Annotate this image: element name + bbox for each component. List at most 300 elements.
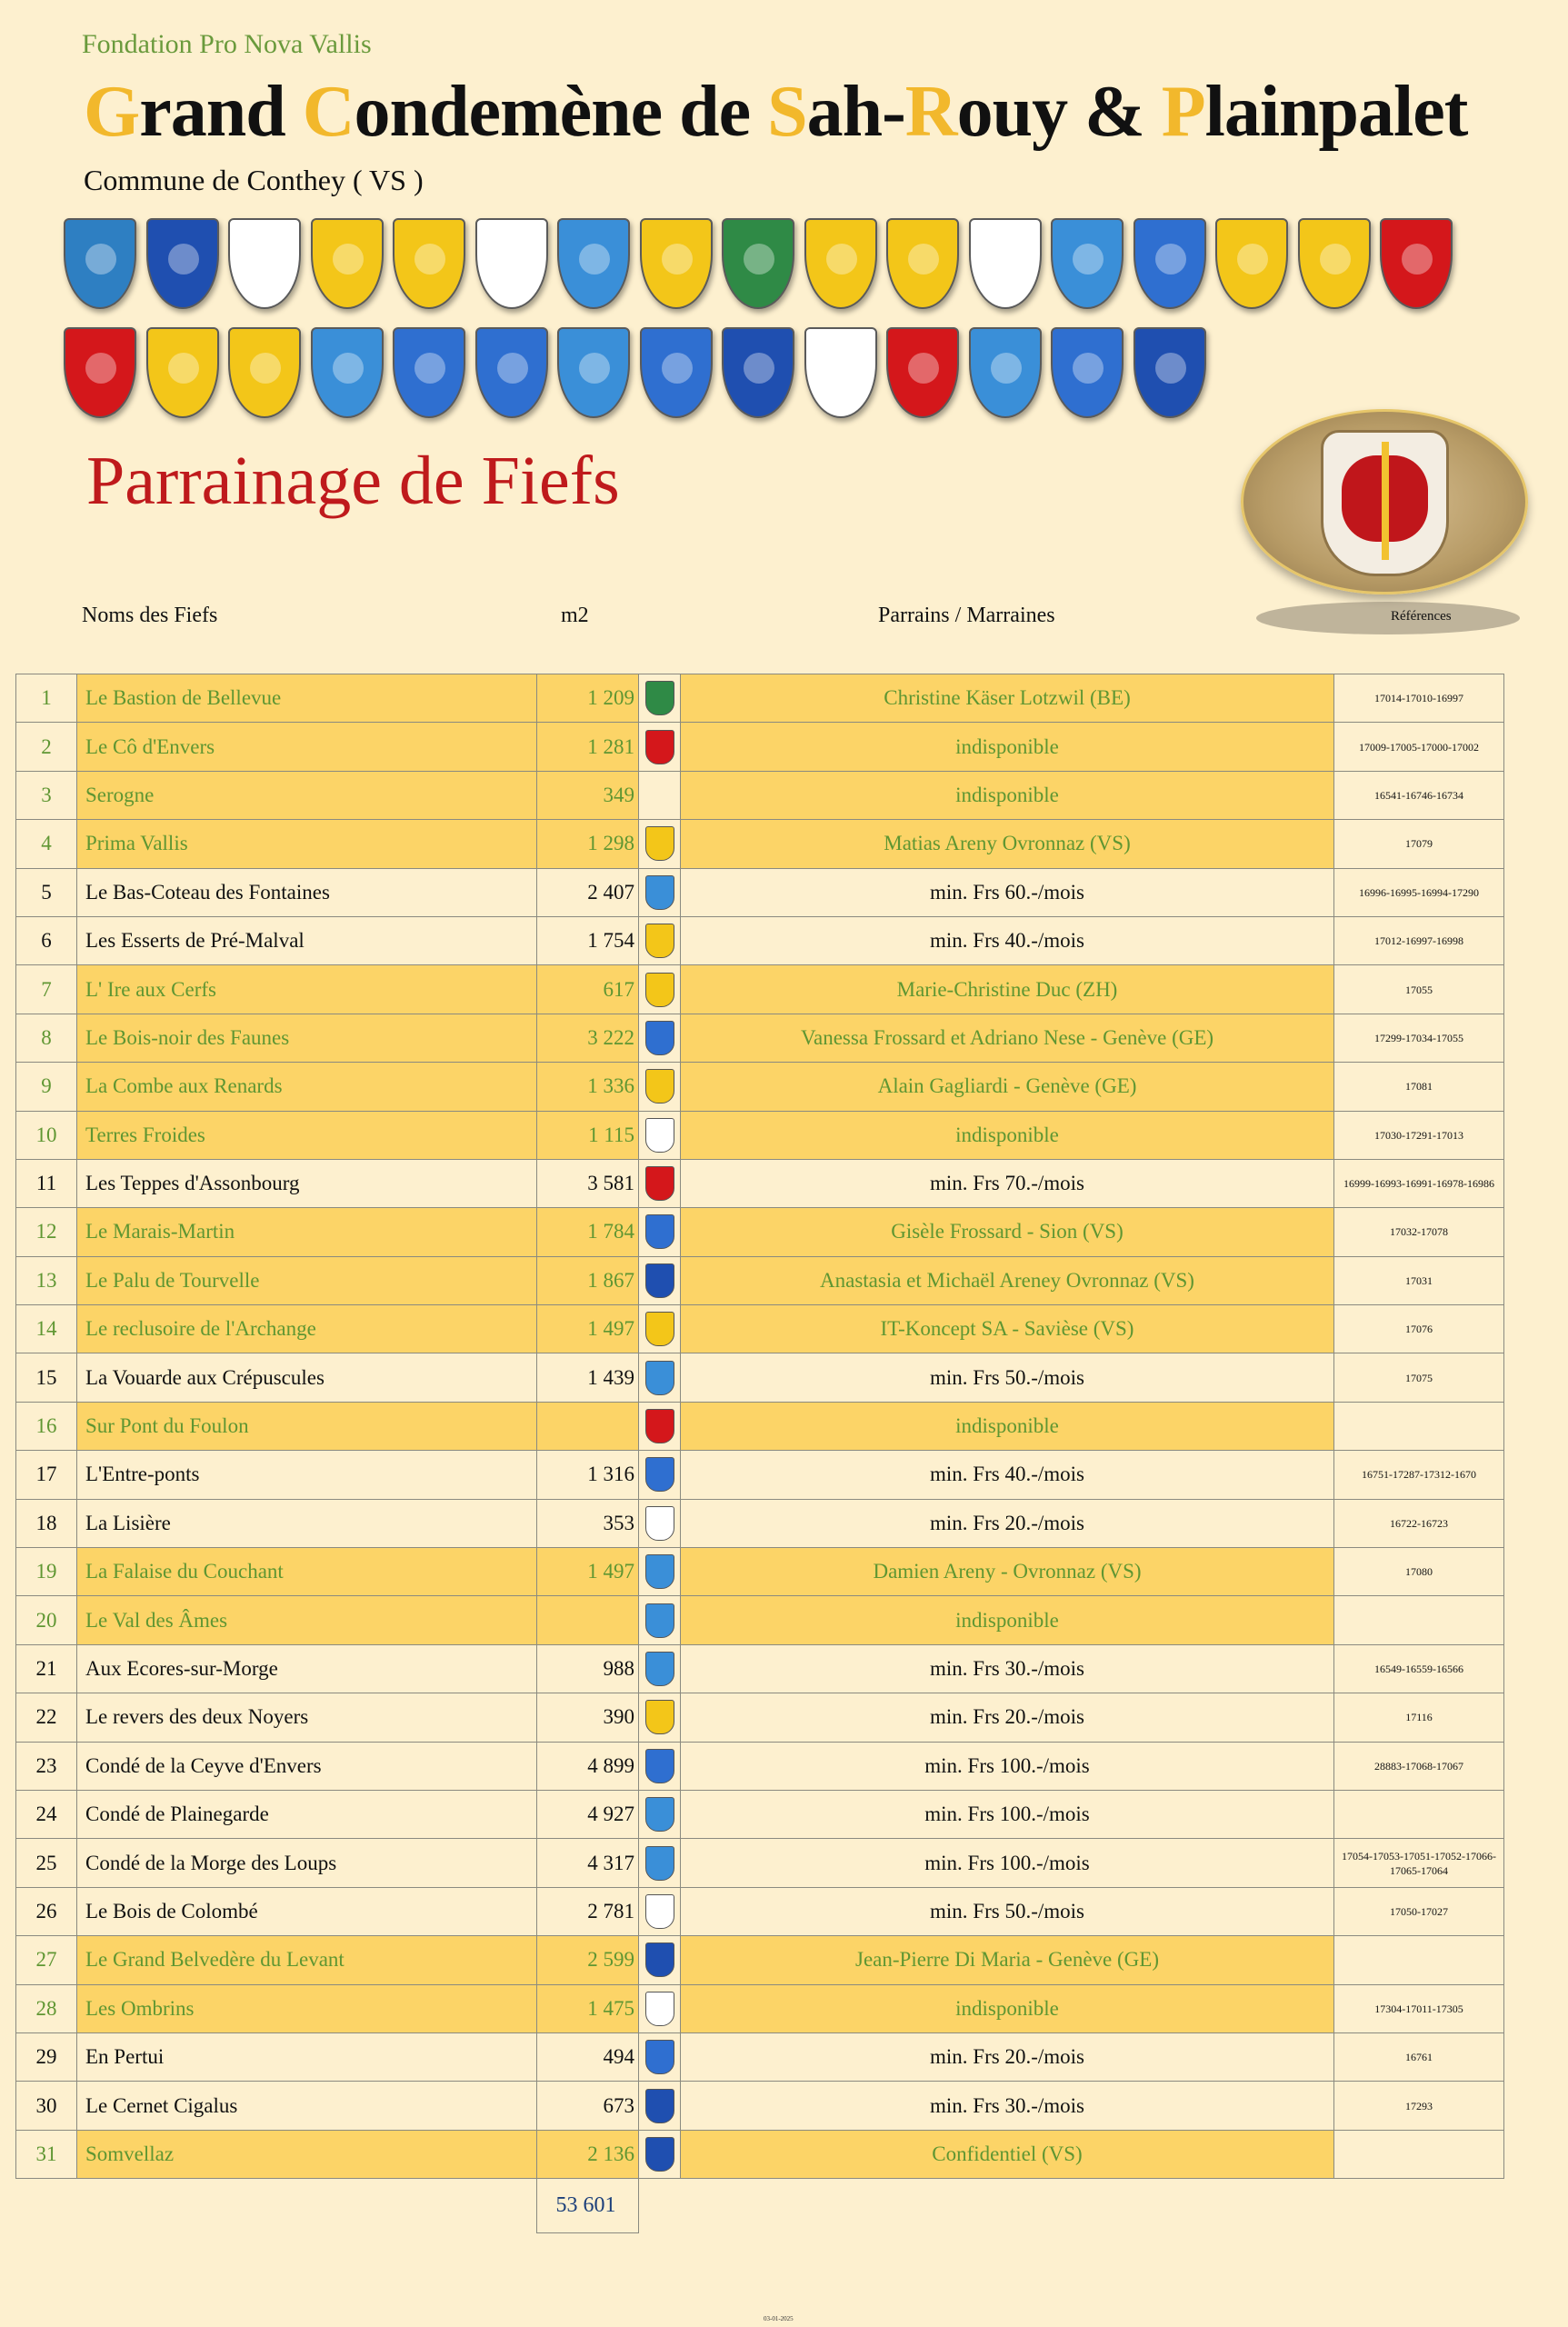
fief-area: 1 754: [537, 916, 639, 964]
fief-shield-cell: [639, 2082, 681, 2130]
fief-name: La Combe aux Renards: [77, 1063, 537, 1111]
fief-name: Condé de la Ceyve d'Envers: [77, 1742, 537, 1790]
fief-shield-cell: [639, 1256, 681, 1304]
fief-name: Le Grand Belvedère du Levant: [77, 1936, 537, 1984]
row-number: 25: [16, 1839, 77, 1887]
references: [1334, 2130, 1504, 2178]
row-number: 7: [16, 965, 77, 1014]
fief-shield-icon: [645, 1214, 674, 1249]
section-title: Parrainage de Fiefs: [86, 443, 620, 519]
fief-shield-icon: [645, 875, 674, 910]
fief-area: 2 136: [537, 2130, 639, 2178]
sponsor: Jean-Pierre Di Maria - Genève (GE): [681, 1936, 1334, 1984]
sponsor: min. Frs 100.-/mois: [681, 1790, 1334, 1838]
fief-name: Le Val des Âmes: [77, 1596, 537, 1644]
column-header-references: Références: [1391, 609, 1452, 624]
title-capital: S: [767, 72, 807, 152]
sponsor: indisponible: [681, 1984, 1334, 2032]
fief-shield-cell: [639, 1402, 681, 1450]
row-number: 18: [16, 1499, 77, 1547]
sponsor: Marie-Christine Duc (ZH): [681, 965, 1334, 1014]
sponsor: min. Frs 100.-/mois: [681, 1742, 1334, 1790]
title-text: ah-: [806, 72, 905, 152]
commune-subtitle: Commune de Conthey ( VS ): [84, 164, 424, 196]
table-row: [16, 674, 1504, 723]
shield-icon: [64, 327, 136, 418]
fief-shield-cell: [639, 723, 681, 771]
sponsor: min. Frs 30.-/mois: [681, 2082, 1334, 2130]
references: 17075: [1334, 1353, 1504, 1402]
shield-icon: [722, 327, 794, 418]
sponsor: indisponible: [681, 1596, 1334, 1644]
row-number: 16: [16, 1402, 77, 1450]
sponsor: min. Frs 70.-/mois: [681, 1159, 1334, 1207]
column-header-name: Noms des Fiefs: [82, 604, 218, 627]
sponsor: indisponible: [681, 1111, 1334, 1159]
row-number: 13: [16, 1256, 77, 1304]
shield-icon: [311, 327, 384, 418]
fief-shield-icon: [645, 1166, 674, 1201]
fief-shield-icon: [645, 1797, 674, 1832]
fief-shield-icon: [645, 1894, 674, 1929]
table-row: [16, 1887, 1504, 1935]
row-number: 10: [16, 1111, 77, 1159]
table-row: [16, 820, 1504, 868]
page-title: [84, 71, 1467, 154]
sponsor: min. Frs 50.-/mois: [681, 1887, 1334, 1935]
sponsor: min. Frs 100.-/mois: [681, 1839, 1334, 1887]
fief-shield-cell: [639, 1353, 681, 1402]
references: 17080: [1334, 1548, 1504, 1596]
fief-name: Les Teppes d'Assonbourg: [77, 1159, 537, 1207]
fief-shield-cell: [639, 1887, 681, 1935]
table-row: [16, 1451, 1504, 1499]
fief-area: 1 115: [537, 1111, 639, 1159]
shield-icon: [311, 218, 384, 309]
fief-area: [537, 1402, 639, 1450]
fief-area: 353: [537, 1499, 639, 1547]
shield-icon: [64, 218, 136, 309]
fief-area: 673: [537, 2082, 639, 2130]
fief-shield-cell: [639, 1742, 681, 1790]
references: 17304-17011-17305: [1334, 1984, 1504, 2032]
fief-shield-icon: [645, 681, 674, 715]
fief-shield-cell: [639, 1984, 681, 2032]
sponsor: Matias Areny Ovronnaz (VS): [681, 820, 1334, 868]
shield-icon: [640, 218, 713, 309]
row-number: 24: [16, 1790, 77, 1838]
table-row: [16, 1305, 1504, 1353]
table-row: [16, 1111, 1504, 1159]
references: 16996-16995-16994-17290: [1334, 868, 1504, 916]
fief-shield-cell: [639, 1451, 681, 1499]
fief-shield-icon: [645, 1118, 674, 1153]
fief-name: Le Marais-Martin: [77, 1208, 537, 1256]
sponsor: indisponible: [681, 723, 1334, 771]
fief-area: 1 281: [537, 723, 639, 771]
fief-area: 4 927: [537, 1790, 639, 1838]
row-number: 26: [16, 1887, 77, 1935]
fief-shield-cell: [639, 1596, 681, 1644]
fief-shield-cell: [639, 1790, 681, 1838]
fief-area: 1 298: [537, 820, 639, 868]
shield-icon: [969, 327, 1042, 418]
fief-shield-icon: [645, 973, 674, 1007]
shield-icon: [1051, 327, 1124, 418]
shield-icon: [1298, 218, 1371, 309]
table-row: [16, 965, 1504, 1014]
sponsor: min. Frs 40.-/mois: [681, 916, 1334, 964]
fief-area: 2 781: [537, 1887, 639, 1935]
shield-icon: [1134, 218, 1206, 309]
row-number: 31: [16, 2130, 77, 2178]
fief-area: 1 784: [537, 1208, 639, 1256]
fief-name: Le Cô d'Envers: [77, 723, 537, 771]
references: [1334, 1402, 1504, 1450]
fief-shield-cell: [639, 771, 681, 819]
shield-icon: [1134, 327, 1206, 418]
fief-shield-icon: [645, 1749, 674, 1783]
table-row: [16, 1644, 1504, 1693]
references: 16751-17287-17312-1670: [1334, 1451, 1504, 1499]
title-capital: R: [904, 72, 957, 152]
row-number: 22: [16, 1693, 77, 1742]
references: 16999-16993-16991-16978-16986: [1334, 1159, 1504, 1207]
references-header-oval: [1256, 602, 1520, 634]
sponsor: indisponible: [681, 771, 1334, 819]
fief-shield-icon: [645, 2137, 674, 2172]
references: 17014-17010-16997: [1334, 674, 1504, 723]
total-row: [16, 2179, 1504, 2233]
fief-name: Le Bois de Colombé: [77, 1887, 537, 1935]
references: 17079: [1334, 820, 1504, 868]
fief-shield-icon: [645, 2089, 674, 2123]
title-text: rand: [139, 72, 303, 152]
references: 17009-17005-17000-17002: [1334, 723, 1504, 771]
fief-area: 1 497: [537, 1305, 639, 1353]
references: 17081: [1334, 1063, 1504, 1111]
fief-shield-icon: [645, 1652, 674, 1686]
references: 17032-17078: [1334, 1208, 1504, 1256]
sponsor: min. Frs 60.-/mois: [681, 868, 1334, 916]
row-number: 19: [16, 1548, 77, 1596]
references: 28883-17068-17067: [1334, 1742, 1504, 1790]
fief-shield-icon: [645, 1942, 674, 1977]
references: 17054-17053-17051-17052-17066-17065-17064: [1334, 1839, 1504, 1887]
sponsor: Gisèle Frossard - Sion (VS): [681, 1208, 1334, 1256]
fief-shield-cell: [639, 1208, 681, 1256]
fief-shield-icon: [645, 1846, 674, 1881]
fief-area: 4 899: [537, 1742, 639, 1790]
table-row: [16, 1256, 1504, 1304]
row-number: 15: [16, 1353, 77, 1402]
fief-name: Le Bas-Coteau des Fontaines: [77, 868, 537, 916]
fief-area: 1 439: [537, 1353, 639, 1402]
row-number: 4: [16, 820, 77, 868]
coat-of-arms-row-2: [64, 327, 1518, 418]
fief-area: 1 497: [537, 1548, 639, 1596]
fief-name: En Pertui: [77, 2032, 537, 2081]
title-text: ondemène de: [354, 72, 768, 152]
fief-shield-icon: [645, 1700, 674, 1734]
table-row: [16, 868, 1504, 916]
table-row: [16, 1063, 1504, 1111]
shield-icon: [1380, 218, 1453, 309]
fief-shield-cell: [639, 1159, 681, 1207]
references: [1334, 1936, 1504, 1984]
table-row: [16, 1742, 1504, 1790]
fief-shield-icon: [645, 1506, 674, 1541]
references: 17299-17034-17055: [1334, 1014, 1504, 1062]
total-area: 53 601: [537, 2179, 639, 2233]
fief-name: Les Ombrins: [77, 1984, 537, 2032]
fief-shield-cell: [639, 916, 681, 964]
row-number: 2: [16, 723, 77, 771]
fief-name: Le Bastion de Bellevue: [77, 674, 537, 723]
shield-icon: [1215, 218, 1288, 309]
references: 17293: [1334, 2082, 1504, 2130]
fief-name: Le reclusoire de l'Archange: [77, 1305, 537, 1353]
sponsor: Damien Areny - Ovronnaz (VS): [681, 1548, 1334, 1596]
table-row: [16, 1353, 1504, 1402]
row-number: 17: [16, 1451, 77, 1499]
table-row: [16, 2032, 1504, 2081]
references: 17116: [1334, 1693, 1504, 1742]
row-number: 29: [16, 2032, 77, 2081]
references: 17031: [1334, 1256, 1504, 1304]
row-number: 1: [16, 674, 77, 723]
sponsor: Christine Käser Lotzwil (BE): [681, 674, 1334, 723]
shield-icon: [557, 327, 630, 418]
coat-of-arms-row-1: [64, 218, 1518, 309]
fief-name: Les Esserts de Pré-Malval: [77, 916, 537, 964]
row-number: 14: [16, 1305, 77, 1353]
row-number: 9: [16, 1063, 77, 1111]
sponsor: min. Frs 20.-/mois: [681, 2032, 1334, 2081]
shield-icon: [557, 218, 630, 309]
table-row: [16, 916, 1504, 964]
main-coat-of-arms-emblem: [1241, 409, 1528, 594]
fief-shield-cell: [639, 965, 681, 1014]
footer-date: 03-01-2025: [764, 2315, 794, 2322]
fief-name: La Falaise du Couchant: [77, 1548, 537, 1596]
fief-name: L'Entre-ponts: [77, 1451, 537, 1499]
fief-shield-icon: [645, 1312, 674, 1346]
table-row: [16, 1596, 1504, 1644]
fief-name: Le Bois-noir des Faunes: [77, 1014, 537, 1062]
fief-name: La Vouarde aux Crépuscules: [77, 1353, 537, 1402]
fief-shield-icon: [645, 1021, 674, 1055]
table-row: [16, 1548, 1504, 1596]
title-capital: C: [302, 72, 355, 152]
title-text: lainpalet: [1204, 72, 1468, 152]
sponsor: IT-Koncept SA - Savièse (VS): [681, 1305, 1334, 1353]
fief-shield-cell: [639, 1693, 681, 1742]
shield-icon: [393, 218, 465, 309]
references: [1334, 1596, 1504, 1644]
shield-icon: [146, 327, 219, 418]
row-number: 21: [16, 1644, 77, 1693]
column-header-sponsor: Parrains / Marraines: [878, 604, 1055, 627]
fief-name: Terres Froides: [77, 1111, 537, 1159]
sponsor: min. Frs 40.-/mois: [681, 1451, 1334, 1499]
fief-area: 1 316: [537, 1451, 639, 1499]
fief-shield-icon: [645, 2040, 674, 2074]
fief-shield-icon: [645, 730, 674, 764]
fief-area: 4 317: [537, 1839, 639, 1887]
fief-area: 1 336: [537, 1063, 639, 1111]
table-row: [16, 1208, 1504, 1256]
fief-shield-cell: [639, 674, 681, 723]
references: 16549-16559-16566: [1334, 1644, 1504, 1693]
fief-shield-cell: [639, 1014, 681, 1062]
fief-shield-icon: [645, 1263, 674, 1298]
fief-shield-cell: [639, 1548, 681, 1596]
shield-icon: [969, 218, 1042, 309]
fief-name: Serogne: [77, 771, 537, 819]
shield-icon: [804, 218, 877, 309]
fief-shield-cell: [639, 1111, 681, 1159]
shield-icon: [228, 327, 301, 418]
fief-area: 3 581: [537, 1159, 639, 1207]
fief-area: 617: [537, 965, 639, 1014]
shield-icon: [475, 327, 548, 418]
row-number: 27: [16, 1936, 77, 1984]
table-row: [16, 1984, 1504, 2032]
references: 17055: [1334, 965, 1504, 1014]
fief-shield-cell: [639, 820, 681, 868]
fief-shield-cell: [639, 1305, 681, 1353]
fief-shield-icon: [645, 1603, 674, 1638]
fief-shield-cell: [639, 1499, 681, 1547]
fief-shield-icon: [645, 1361, 674, 1395]
references: 17030-17291-17013: [1334, 1111, 1504, 1159]
references: [1334, 1790, 1504, 1838]
fief-name: L' Ire aux Cerfs: [77, 965, 537, 1014]
fief-name: La Lisière: [77, 1499, 537, 1547]
fief-name: Le revers des deux Noyers: [77, 1693, 537, 1742]
column-header-m2: m2: [561, 604, 589, 627]
fief-shield-cell: [639, 1936, 681, 1984]
sponsor: min. Frs 50.-/mois: [681, 1353, 1334, 1402]
row-number: 20: [16, 1596, 77, 1644]
fief-area: 2 407: [537, 868, 639, 916]
table-row: [16, 1499, 1504, 1547]
fief-shield-icon: [645, 826, 674, 861]
sponsor: min. Frs 30.-/mois: [681, 1644, 1334, 1693]
shield-icon: [393, 327, 465, 418]
fief-shield-cell: [639, 2130, 681, 2178]
fief-shield-cell: [639, 2032, 681, 2081]
table-row: [16, 1936, 1504, 1984]
fief-shield-cell: [639, 868, 681, 916]
fief-shield-cell: [639, 1644, 681, 1693]
table-row: [16, 723, 1504, 771]
sponsor: min. Frs 20.-/mois: [681, 1499, 1334, 1547]
title-text: ouy &: [956, 72, 1162, 152]
shield-icon: [1051, 218, 1124, 309]
sponsor: Confidentiel (VS): [681, 2130, 1334, 2178]
fief-shield-icon: [645, 924, 674, 958]
sponsor: Alain Gagliardi - Genève (GE): [681, 1063, 1334, 1111]
fief-shield-icon: [645, 1992, 674, 2026]
table-row: [16, 1839, 1504, 1887]
fief-area: 988: [537, 1644, 639, 1693]
table-row: [16, 2082, 1504, 2130]
fief-name: Le Palu de Tourvelle: [77, 1256, 537, 1304]
table-row: [16, 771, 1504, 819]
table-row: [16, 1014, 1504, 1062]
fief-shield-cell: [639, 1839, 681, 1887]
shield-icon: [475, 218, 548, 309]
sponsor: min. Frs 20.-/mois: [681, 1693, 1334, 1742]
references: 17076: [1334, 1305, 1504, 1353]
references: 16541-16746-16734: [1334, 771, 1504, 819]
fief-name: Aux Ecores-sur-Morge: [77, 1644, 537, 1693]
fief-name: Sur Pont du Foulon: [77, 1402, 537, 1450]
references: 16761: [1334, 2032, 1504, 2081]
fief-shield-icon: [645, 1457, 674, 1492]
fief-name: Le Cernet Cigalus: [77, 2082, 537, 2130]
row-number: 11: [16, 1159, 77, 1207]
sponsor: Anastasia et Michaël Areney Ovronnaz (VS): [681, 1256, 1334, 1304]
shield-icon: [804, 327, 877, 418]
shield-icon: [640, 327, 713, 418]
fief-area: 1 209: [537, 674, 639, 723]
references: 16722-16723: [1334, 1499, 1504, 1547]
fiefs-table: [15, 674, 1504, 2233]
title-capital: G: [84, 72, 140, 152]
table-row: [16, 1790, 1504, 1838]
table-row: [16, 1402, 1504, 1450]
row-number: 3: [16, 771, 77, 819]
title-capital: P: [1161, 72, 1205, 152]
fief-shield-icon: [645, 1409, 674, 1443]
organization-name: Fondation Pro Nova Vallis: [82, 29, 372, 59]
row-number: 30: [16, 2082, 77, 2130]
shield-icon: [228, 218, 301, 309]
fief-shield-cell: [639, 1063, 681, 1111]
sponsor: Vanessa Frossard et Adriano Nese - Genève (GE): [681, 1014, 1334, 1062]
shield-icon: [722, 218, 794, 309]
fief-shield-icon: [645, 1069, 674, 1104]
shield-icon: [886, 218, 959, 309]
fief-name: Somvellaz: [77, 2130, 537, 2178]
references: 17050-17027: [1334, 1887, 1504, 1935]
fief-area: 3 222: [537, 1014, 639, 1062]
fief-name: Prima Vallis: [77, 820, 537, 868]
fief-area: 2 599: [537, 1936, 639, 1984]
fief-area: [537, 1596, 639, 1644]
fief-shield-icon: [645, 1554, 674, 1589]
table-row: [16, 1693, 1504, 1742]
sponsor: indisponible: [681, 1402, 1334, 1450]
fief-area: 1 867: [537, 1256, 639, 1304]
row-number: 23: [16, 1742, 77, 1790]
row-number: 5: [16, 868, 77, 916]
fief-area: 1 475: [537, 1984, 639, 2032]
table-row: [16, 1159, 1504, 1207]
references: 17012-16997-16998: [1334, 916, 1504, 964]
table-row: [16, 2130, 1504, 2178]
row-number: 8: [16, 1014, 77, 1062]
row-number: 6: [16, 916, 77, 964]
fief-area: 349: [537, 771, 639, 819]
shield-icon: [146, 218, 219, 309]
shield-icon: [886, 327, 959, 418]
fief-area: 494: [537, 2032, 639, 2081]
fief-name: Condé de la Morge des Loups: [77, 1839, 537, 1887]
